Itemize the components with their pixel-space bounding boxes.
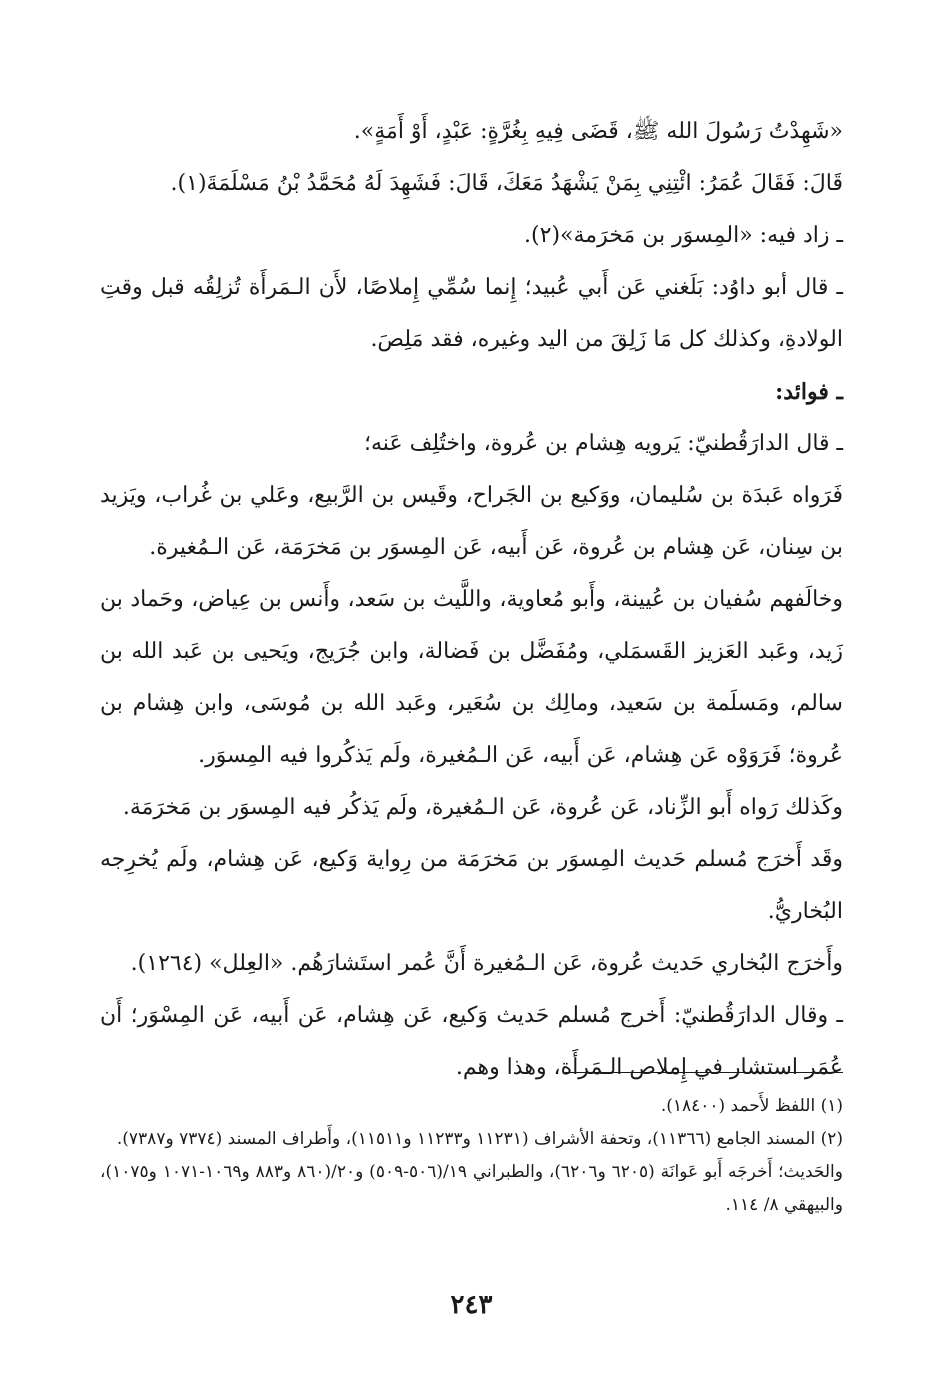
benefits-heading: ـ فوائد:	[775, 379, 843, 405]
bukhari-paragraph: وأَخرَج البُخاري حَديث عُروة، عَن الـمُغيرة أَنَّ عُمر استَشارَهُم. «العِلل» (١٢٦٤).	[130, 951, 843, 976]
dissenters-paragraph: وخالَفهم سُفيان بن عُيينة، وأَبو مُعاوية، واللَّيث بن سَعد، وأَنس بن عِياض، وحَماد بن زَيد، وعَبد العَزيز القَسمَلي، ومُفَضَّل بن فَضالة، وابن جُرَيج، ويَحيى بن عَبد الله بن سالم، ومَسلَمة بن سَعيد، ومالِك بن سُعَير، وعَبد الله بن مُوسَى، وابن هِشام بن عُروة؛ فَرَوَوْه عَن هِشام، عَن أَبيه، عَن الـمُغيرة، ولَم يَذكُروا فيه المِسوَر.	[100, 587, 843, 768]
footnote-2-continued: والحَديث؛ أَخرجَه أَبو عَوانَة (٦٢٠٥ و٦٢٠٦)، والطبراني ١٩/(٥٠٦-٥٠٩) و٢٠/(٨٦٠ و٨٨٣ و١٠٦٩-١٠٧١ و١٠٧٥)، والبيهقي ٨/ ١١٤.	[100, 1162, 843, 1215]
hadith-quote: «شَهِدْتُ رَسُولَ الله ﷺ، قَضَى فِيهِ بِغُرَّةٍ: عَبْدٍ، أَوْ أَمَةٍ».	[353, 119, 843, 144]
footnotes	[100, 1090, 843, 1222]
abu-zinad-paragraph: وكَذلك رَواه أَبو الزِّناد، عَن عُروة، عَن الـمُغيرة، ولَم يَذكُر فيه المِسوَر بن مَخرَمَة.	[122, 795, 843, 820]
abu-dawud-paragraph: ـ قال أبو داوُد: بَلَغني عَن أَبي عُبيد؛ إِنما سُمِّي إِملاصًا، لأَن الـمَرأَة تُزلِقُه قبل وقتِ الولادةِ، وكذلك كل مَا زَلِقَ من اليد وغيره، فقد مَلِصَ.	[100, 275, 843, 352]
narration-paragraph: قَالَ: فَقَالَ عُمَرُ: ائْتِنِي بِمَنْ يَشْهَدُ مَعَكَ، قَالَ: فَشَهِدَ لَهُ مُحَمَّدُ بْنُ مَسْلَمَةَ(١).	[170, 171, 843, 196]
main-text	[100, 106, 843, 1094]
footnote-1: (١) اللفظ لأَحمد (١٨٤٠٠).	[660, 1096, 843, 1116]
footnote-separator	[565, 1072, 843, 1073]
addition-note: ـ زاد فيه: «المِسوَر بن مَخرَمة»(٢).	[524, 223, 843, 248]
narrators-paragraph: فَرَواه عَبدَة بن سُليمان، ووَكيع بن الجَراح، وقَيس بن الرَّبيع، وعَلي بن غُراب، ويَزيد بن سِنان، عَن هِشام بن عُروة، عَن أَبيه، عَن المِسوَر بن مَخرَمَة، عَن الـمُغيرة.	[100, 483, 843, 560]
muslim-paragraph: وقَد أَخرَج مُسلم حَديث المِسوَر بن مَخرَمَة من رِواية وَكيع، عَن هِشام، ولَم يُخرِجه البُخاريُّ.	[100, 847, 843, 924]
daraqutni-conclusion-paragraph: ـ وقال الدارَقُطنيّ: أَخرج مُسلم حَديث وَكيع، عَن هِشام، عَن أَبيه، عَن المِسْوَر؛ أَن عُمَر استشار في إِملاص الـمَرأَة، وهذا وهم.	[100, 1003, 843, 1080]
page-number: ٢٤٣	[450, 1290, 493, 1320]
footnote-2: (٢) المسند الجامع (١١٣٦٦)، وتحفة الأشراف (١١٢٣١ و١١٢٣٣ و١١٥١١)، وأَطراف المسند (٧٣٧٤ و٧٣٨٧).	[116, 1129, 843, 1149]
daraqutni-paragraph: ـ قال الدارَقُطنيّ: يَرويه هِشام بن عُروة، واختُلِف عَنه؛	[364, 431, 843, 456]
